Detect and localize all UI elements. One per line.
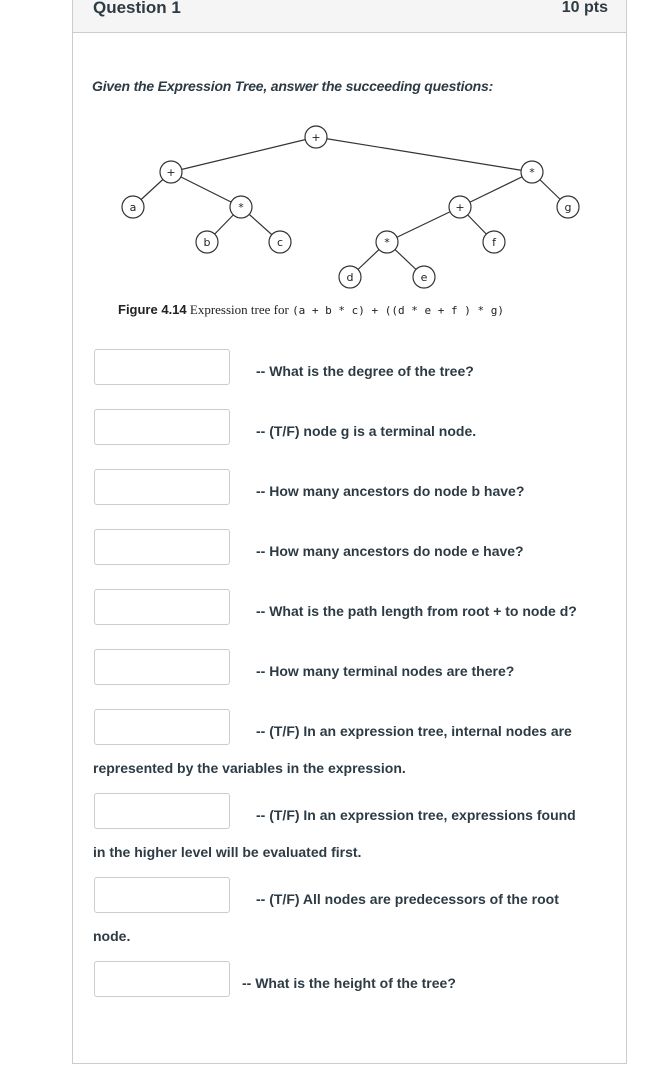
svg-text:e: e bbox=[420, 271, 428, 284]
answer-input-10[interactable] bbox=[94, 961, 230, 997]
node-g bbox=[557, 196, 579, 218]
node-root bbox=[305, 126, 327, 148]
svg-text:d: d bbox=[346, 271, 354, 284]
figure-caption-expression: (a + b * c) + ((d * e + f ) * g) bbox=[292, 304, 504, 317]
svg-text:+: + bbox=[166, 166, 176, 179]
question-text-7-continued: represented by the variables in the expression. bbox=[93, 760, 406, 776]
answer-input-5[interactable] bbox=[94, 589, 230, 625]
answer-input-7[interactable] bbox=[94, 709, 230, 745]
tree-edge bbox=[460, 172, 532, 207]
question-text-8-continued: in the higher level will be evaluated first. bbox=[93, 844, 362, 860]
answer-input-9[interactable] bbox=[94, 877, 230, 913]
figure-caption bbox=[118, 302, 504, 318]
node-b bbox=[196, 231, 218, 253]
answer-input-4[interactable] bbox=[94, 529, 230, 565]
expression-tree-figure bbox=[0, 110, 600, 300]
question-text-8: -- (T/F) In an expression tree, expressions found bbox=[256, 807, 576, 823]
question-text-5: -- What is the path length from root + to node d? bbox=[256, 603, 577, 619]
svg-text:b: b bbox=[203, 236, 211, 249]
question-text-9-continued: node. bbox=[93, 928, 131, 944]
node-d bbox=[339, 266, 361, 288]
node-inner-plus bbox=[449, 196, 471, 218]
question-prompt: Given the Expression Tree, answer the succeeding questions: bbox=[92, 78, 494, 94]
node-inner-star bbox=[376, 231, 398, 253]
tree-edge bbox=[387, 207, 460, 242]
svg-text:f: f bbox=[492, 236, 496, 249]
figure-caption-label: Figure 4.14 bbox=[118, 302, 187, 317]
question-text-7: -- (T/F) In an expression tree, internal nodes are bbox=[256, 723, 572, 739]
answer-input-6[interactable] bbox=[94, 649, 230, 685]
node-c bbox=[269, 231, 291, 253]
answer-input-3[interactable] bbox=[94, 469, 230, 505]
question-title: Question 1 bbox=[93, 0, 181, 17]
question-header bbox=[73, 0, 626, 33]
question-text-1: -- What is the degree of the tree? bbox=[256, 363, 474, 379]
answer-input-8[interactable] bbox=[94, 793, 230, 829]
svg-text:c: c bbox=[276, 236, 284, 249]
figure-caption-text: Expression tree for bbox=[189, 302, 289, 317]
question-text-2: -- (T/F) node g is a terminal node. bbox=[256, 423, 477, 439]
node-a bbox=[122, 196, 144, 218]
tree-edge bbox=[316, 137, 532, 172]
question-points: 10 pts bbox=[561, 0, 608, 16]
node-left-plus bbox=[160, 161, 182, 183]
answer-input-1[interactable] bbox=[94, 349, 230, 385]
svg-text:+: + bbox=[455, 201, 465, 214]
tree-edge bbox=[171, 137, 316, 172]
svg-text:+: + bbox=[311, 131, 321, 144]
svg-text:*: * bbox=[529, 166, 535, 179]
question-text-10: -- What is the height of the tree? bbox=[242, 975, 456, 991]
svg-text:a: a bbox=[129, 201, 137, 214]
answer-input-2[interactable] bbox=[94, 409, 230, 445]
tree-edge bbox=[171, 172, 241, 207]
svg-text:g: g bbox=[564, 201, 572, 214]
question-text-3: -- How many ancestors do node b have? bbox=[256, 483, 525, 499]
svg-text:*: * bbox=[238, 201, 244, 214]
svg-text:*: * bbox=[384, 236, 390, 249]
question-text-6: -- How many terminal nodes are there? bbox=[256, 663, 515, 679]
node-left-star bbox=[230, 196, 252, 218]
question-text-4: -- How many ancestors do node e have? bbox=[256, 543, 524, 559]
node-e bbox=[413, 266, 435, 288]
node-f bbox=[483, 231, 505, 253]
node-right-star bbox=[521, 161, 543, 183]
question-text-9: -- (T/F) All nodes are predecessors of the root bbox=[256, 891, 559, 907]
